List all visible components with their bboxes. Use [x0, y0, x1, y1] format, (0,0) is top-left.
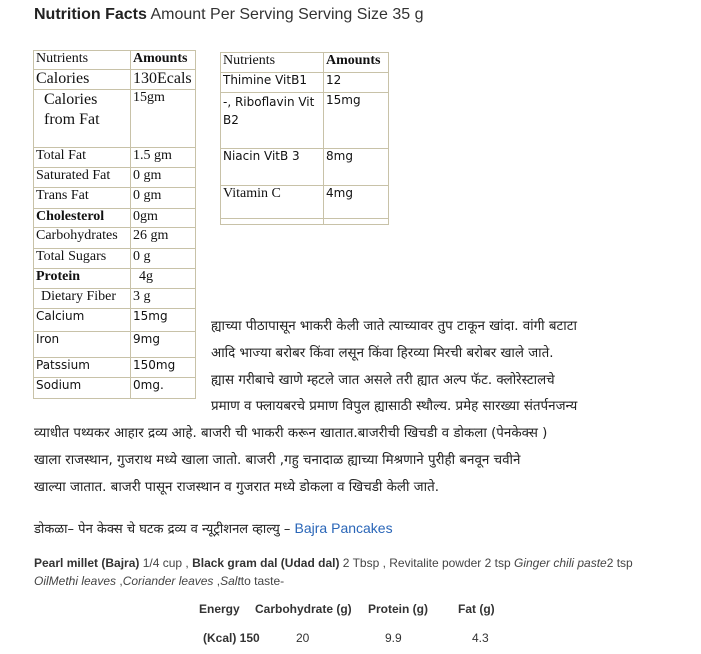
energy-header: Energy: [199, 602, 240, 616]
table2-cell: Thimine VitB1: [221, 73, 324, 93]
table1-cell: Protein: [34, 269, 131, 289]
ingredient-qty: 2 tsp: [606, 556, 633, 570]
table2-header-nutrients: Nutrients: [221, 53, 324, 73]
serving-info: Amount Per Serving Serving Size 35 g: [150, 6, 424, 23]
paragraph-line: व्याधीत पथ्यकर आहार द्रव्य आहे. बाजरी ची भाकरी करून खातात.बाजरीची खिचडी व डोकला (पेनकेक्स ): [34, 426, 548, 441]
table1-cell: 0mg.: [131, 378, 196, 399]
nutrition-table-main: [33, 50, 196, 399]
table1-cell: 150mg: [131, 358, 196, 378]
table1-cell: 0 gm: [131, 188, 196, 209]
table1-cell: 4g: [131, 269, 196, 289]
ingredient-qty: 2 Tbsp , Revitalite powder 2 tsp: [339, 556, 514, 570]
ingredient-name: Coriander leaves: [122, 574, 214, 588]
table1-cell: Saturated Fat: [34, 168, 131, 188]
table2-cell: Vitamin C: [221, 186, 324, 219]
table1-cell: 0 gm: [131, 168, 196, 188]
protein-header: Protein (g): [368, 602, 428, 616]
ingredient-name: OilMethi leaves: [34, 574, 117, 588]
ingredient-name: Salt: [220, 574, 241, 588]
table2-cell: [221, 219, 324, 225]
paragraph-line: प्रमाण व फ्लायबरचे प्रमाण विपुल ह्यासाठी स्थौल्य. प्रमेह सारख्या संतर्पनजन्य: [211, 399, 578, 414]
table1-header-nutrients: Nutrients: [34, 51, 131, 70]
table2-cell: [324, 219, 389, 225]
ingredient-name: Ginger chili paste: [514, 556, 607, 570]
table1-cell: Calories: [34, 70, 131, 90]
ingredient-name: Pearl millet (Bajra): [34, 556, 140, 570]
energy-unit-value: (Kcal) 150: [203, 631, 260, 645]
bajra-pancakes-link[interactable]: Bajra Pancakes: [294, 520, 393, 536]
fat-value: 4.3: [472, 631, 489, 645]
table2-cell: 4mg: [324, 186, 389, 219]
ingredient-sep: ,: [213, 574, 221, 588]
ingredient-sep: ,: [116, 574, 123, 588]
nutrition-facts-title: Nutrition Facts: [34, 6, 147, 23]
table2-cell: Niacin VitB 3: [221, 149, 324, 186]
table1-cell: 9mg: [131, 332, 196, 358]
ingredient-qty: 1/4 cup ,: [139, 556, 193, 570]
table1-cell: Total Fat: [34, 148, 131, 168]
paragraph-line: ह्यास गरीबाचे खाणे म्हटले जात असले तरी ह्यात अल्प फॅट. क्लोरेस्टालचे: [211, 373, 555, 388]
paragraph-line: खाल्या जातात. बाजरी पासून राजस्थान व गुजरात मध्ये डोकला व खिचडी केली जाते.: [34, 480, 439, 495]
table1-cell: Sodium: [34, 378, 131, 399]
table1-cell: 3 g: [131, 289, 196, 309]
recipe-heading-text: डोकळा– पेन केक्स चे घटक द्रव्य व न्यूट्रीशनल व्हाल्यु –: [34, 522, 291, 537]
table2-cell: 12: [324, 73, 389, 93]
table1-cell: 15gm: [131, 90, 196, 148]
table1-cell: 0gm: [131, 209, 196, 228]
carbohydrate-value: 20: [296, 631, 310, 645]
protein-value: 9.9: [385, 631, 402, 645]
table1-cell: 15mg: [131, 309, 196, 332]
ingredients-line-2: [34, 574, 284, 588]
table1-cell: Calories from Fat: [34, 90, 131, 148]
vitamin-table: [220, 52, 389, 225]
table2-header-amounts: Amounts: [324, 53, 389, 73]
paragraph-line: आदि भाज्या बरोबर किंवा लसून किंवा हिरव्या मिरची बरोबर खाले जाते.: [211, 346, 554, 361]
table1-cell: Iron: [34, 332, 131, 358]
table1-cell: Dietary Fiber: [34, 289, 131, 309]
fat-header: Fat (g): [458, 602, 495, 616]
table1-cell: Patssium: [34, 358, 131, 378]
paragraph-line: खाला राजस्थान, गुजराथ मध्ये खाला जातो. बाजरी ,गहु चनादाळ ह्याच्या मिश्रणाने पुरीही बनवून चवीने: [34, 453, 521, 468]
ingredient-qty: to taste-: [240, 574, 285, 588]
table1-cell: 1.5 gm: [131, 148, 196, 168]
table1-cell: Carbohydrates: [34, 228, 131, 249]
table1-cell: Total Sugars: [34, 249, 131, 269]
table1-cell: 0 g: [131, 249, 196, 269]
ingredients-line-1: [34, 556, 633, 570]
table1-header-amounts: Amounts: [131, 51, 196, 70]
table1-cell: 26 gm: [131, 228, 196, 249]
table2-cell: -, Riboflavin Vit B2: [221, 93, 324, 149]
recipe-heading: [34, 519, 393, 537]
energy-value: [203, 631, 260, 645]
table1-cell: Cholesterol: [34, 209, 131, 228]
carbohydrate-header: Carbohydrate (g): [255, 602, 352, 616]
ingredient-name: Black gram dal (Udad dal): [192, 556, 340, 570]
page-header: [34, 6, 423, 24]
table1-cell: 130Ecals: [131, 70, 196, 90]
table2-cell: 8mg: [324, 149, 389, 186]
table2-cell: 15mg: [324, 93, 389, 149]
table1-cell: Trans Fat: [34, 188, 131, 209]
table1-cell: Calcium: [34, 309, 131, 332]
paragraph-line: ह्याच्या पीठापासून भाकरी केली जाते त्याच्यावर तुप टाकून खांदा. वांगी बटाटा: [211, 319, 577, 334]
